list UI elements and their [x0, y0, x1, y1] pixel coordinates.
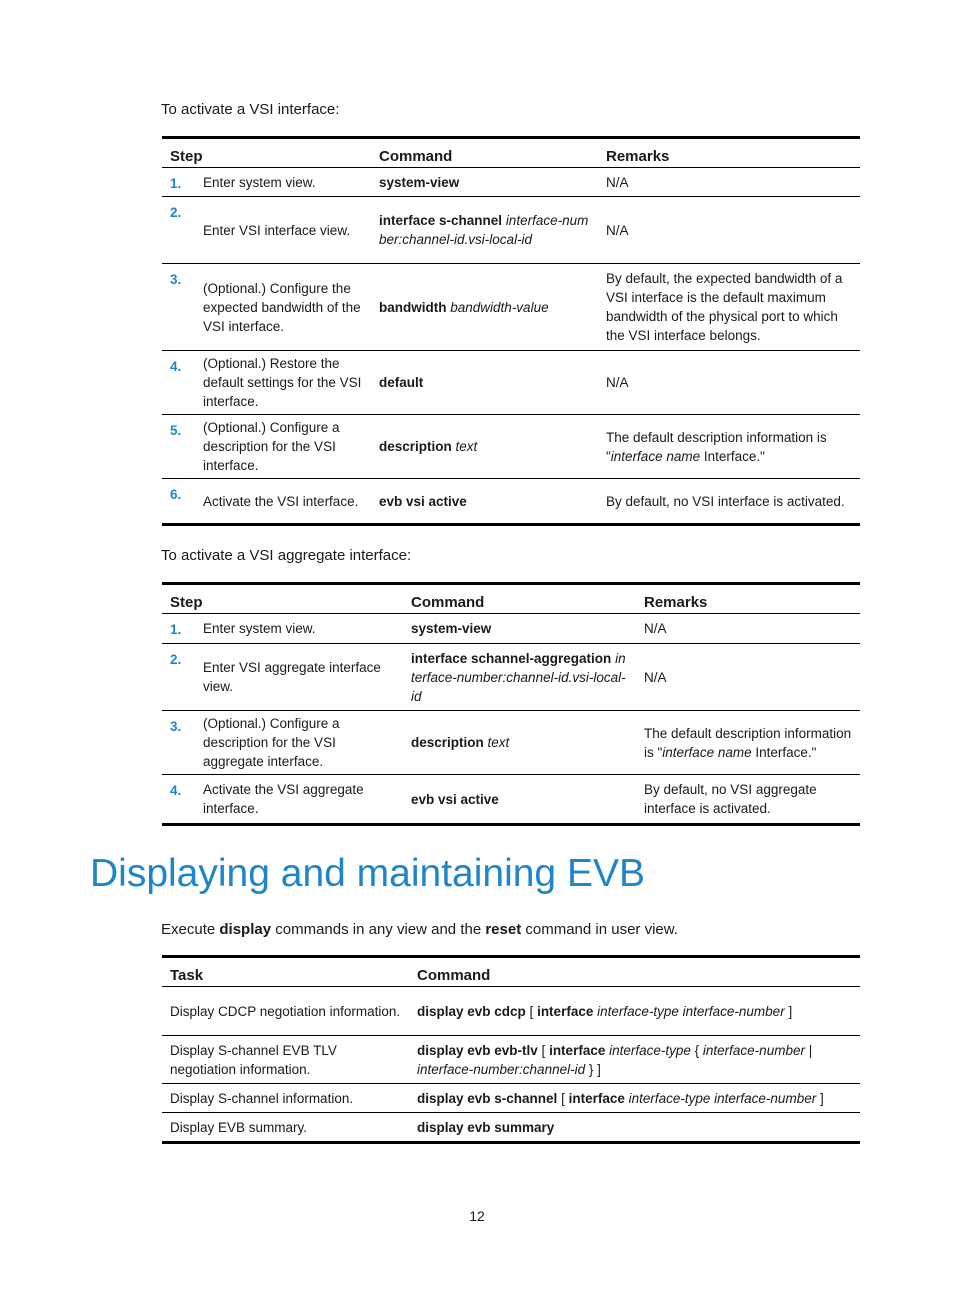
- col-header-command: Command: [403, 584, 636, 614]
- col-header-task: Task: [162, 957, 409, 987]
- table-row: [162, 479, 860, 525]
- task-cell: Display S-channel information.: [162, 1084, 409, 1113]
- command-argument: text: [487, 735, 510, 750]
- table-row: [162, 197, 860, 264]
- command-part: [: [525, 1003, 538, 1019]
- table-row: [162, 711, 860, 775]
- remarks-cell: By default, the expected bandwidth of a VSI interface is the default maximum bandwidth of the physical port to which the VSI interface belongs.: [598, 264, 860, 351]
- remarks-text: The default description information is ": [644, 725, 852, 760]
- table-row: [162, 264, 860, 351]
- task-cell: Display CDCP negotiation information.: [162, 987, 409, 1036]
- remarks-text: Interface.": [751, 744, 817, 760]
- command-keyword: system-view: [411, 621, 492, 636]
- table-row: [162, 1084, 860, 1113]
- command-keyword: description: [411, 735, 484, 750]
- command-cell: [371, 479, 598, 525]
- step-number: 2.: [162, 644, 195, 711]
- col-header-command: Command: [371, 138, 598, 168]
- step-description: (Optional.) Configure a description for the VSI aggregate interface.: [195, 711, 403, 775]
- command-cell: [403, 614, 636, 644]
- table-row: [162, 415, 860, 479]
- step-number: 3.: [162, 264, 195, 351]
- remarks-cell: N/A: [636, 614, 860, 644]
- command-keyword: system-view: [379, 174, 460, 190]
- command-part: interface: [549, 1042, 606, 1058]
- col-header-step: Step: [162, 584, 403, 614]
- command-keyword: bandwidth: [379, 299, 447, 315]
- command-part: [: [557, 1090, 569, 1106]
- command-cell: [371, 351, 598, 415]
- remarks-italic: interface name: [662, 744, 752, 760]
- remarks-text: Interface.": [700, 448, 765, 464]
- command-part: interface-number: [702, 1042, 805, 1058]
- command-cell: [409, 1084, 860, 1113]
- command-cell: [403, 644, 636, 711]
- command-part: interface: [568, 1090, 625, 1106]
- table-row: [162, 1113, 860, 1143]
- step-number: 1.: [162, 614, 195, 644]
- step-description: Activate the VSI interface.: [203, 493, 359, 509]
- command-keyword: default: [379, 375, 424, 390]
- intro-vsi-aggregate: To activate a VSI aggregate interface:: [161, 547, 412, 564]
- vsi-interface-table: [162, 136, 860, 526]
- command-cell: [403, 711, 636, 775]
- remarks-cell: [636, 711, 860, 775]
- task-cell: Display EVB summary.: [170, 1119, 308, 1135]
- col-header-command: Command: [409, 957, 860, 987]
- command-keyword: evb vsi active: [411, 791, 499, 807]
- col-header-remarks: Remarks: [598, 138, 860, 168]
- intro-keyword-reset: reset: [485, 921, 522, 938]
- task-cell: Display S-channel EVB TLV negotiation information.: [162, 1036, 409, 1084]
- command-argument: text: [455, 439, 478, 454]
- table-row: [162, 775, 860, 825]
- command-part: ]: [816, 1090, 824, 1106]
- step-description: Enter system view.: [195, 168, 371, 197]
- remarks-cell: N/A: [636, 644, 860, 711]
- section-title: Displaying and maintaining EVB: [90, 852, 645, 895]
- command-cell: [409, 1113, 860, 1143]
- section-intro: [161, 921, 678, 938]
- table-row: [162, 351, 860, 415]
- table-row: [162, 644, 860, 711]
- command-cell: [371, 168, 598, 197]
- remarks-cell: [598, 415, 860, 479]
- step-description: (Optional.) Restore the default settings for the VSI interface.: [195, 351, 371, 415]
- command-keyword: interface schannel-aggregation: [411, 650, 612, 666]
- display-commands-table: [162, 955, 860, 1144]
- page-number: 12: [469, 1208, 485, 1224]
- intro-text: Execute: [161, 921, 220, 938]
- step-description: Activate the VSI aggregate interface.: [203, 782, 364, 816]
- command-keyword: evb vsi active: [379, 493, 467, 509]
- step-number: 5.: [162, 415, 195, 479]
- table-row: [162, 1036, 860, 1084]
- intro-vsi-interface: To activate a VSI interface:: [161, 101, 340, 118]
- command-cell: [409, 987, 860, 1036]
- command-part: [: [537, 1042, 550, 1058]
- col-header-step: Step: [162, 138, 371, 168]
- command-keyword: interface s-channel: [379, 213, 503, 228]
- command-part: } ]: [585, 1061, 601, 1077]
- intro-text: commands in any view and the: [271, 921, 486, 938]
- command-part: interface-type: [605, 1042, 691, 1058]
- command-part: |: [804, 1042, 816, 1058]
- command-part: display evb evb-tlv: [417, 1042, 538, 1058]
- step-description: Enter VSI interface view.: [195, 197, 371, 264]
- step-number: 4.: [162, 351, 195, 415]
- command-argument: interface-number:channel-id.vsi-local-id: [379, 213, 589, 247]
- command-argument: bandwidth-value: [450, 299, 549, 315]
- remarks-cell: By default, no VSI interface is activated.: [606, 493, 845, 509]
- step-description: Enter system view.: [195, 614, 403, 644]
- remarks-italic: interface name: [610, 448, 701, 464]
- remarks-cell: N/A: [598, 197, 860, 264]
- command-cell: [409, 1036, 860, 1084]
- remarks-text: The default description information is ": [606, 429, 827, 464]
- command-part: interface-type interface-number: [593, 1003, 785, 1019]
- step-description: (Optional.) Configure a description for the VSI interface.: [195, 415, 371, 479]
- step-number: 6.: [170, 487, 182, 502]
- command-part: display evb s-channel: [417, 1090, 558, 1106]
- intro-keyword-display: display: [219, 921, 272, 938]
- intro-text: command in user view.: [521, 921, 678, 938]
- remarks-cell: N/A: [598, 168, 860, 197]
- command-part: display evb cdcp: [417, 1003, 526, 1019]
- command-part: interface-type interface-number: [624, 1090, 817, 1106]
- command-part: {: [690, 1042, 703, 1058]
- remarks-cell: N/A: [598, 351, 860, 415]
- step-description: Enter VSI aggregate interface view.: [195, 644, 403, 711]
- table-row: [162, 168, 860, 197]
- step-number: 4.: [170, 783, 182, 798]
- command-cell: [371, 264, 598, 351]
- command-part: ]: [784, 1003, 793, 1019]
- step-number: 3.: [162, 711, 195, 775]
- step-number: 2.: [162, 197, 195, 264]
- command-keyword: description: [379, 439, 452, 454]
- command-cell: [371, 197, 598, 264]
- vsi-aggregate-table: [162, 582, 860, 826]
- command-cell: [403, 775, 636, 825]
- table-row: [162, 987, 860, 1036]
- command-argument: interface-number:channel-id.vsi-local-id: [411, 650, 626, 704]
- step-description: (Optional.) Configure the expected bandwidth of the VSI interface.: [195, 264, 371, 351]
- step-number: 1.: [162, 168, 195, 197]
- command-cell: [371, 415, 598, 479]
- col-header-remarks: Remarks: [636, 584, 860, 614]
- command-part: display evb summary: [417, 1119, 555, 1135]
- command-part: interface-number:channel-id: [417, 1061, 586, 1077]
- remarks-cell: By default, no VSI aggregate interface is activated.: [644, 782, 817, 816]
- table-row: [162, 614, 860, 644]
- command-part: interface: [537, 1003, 594, 1019]
